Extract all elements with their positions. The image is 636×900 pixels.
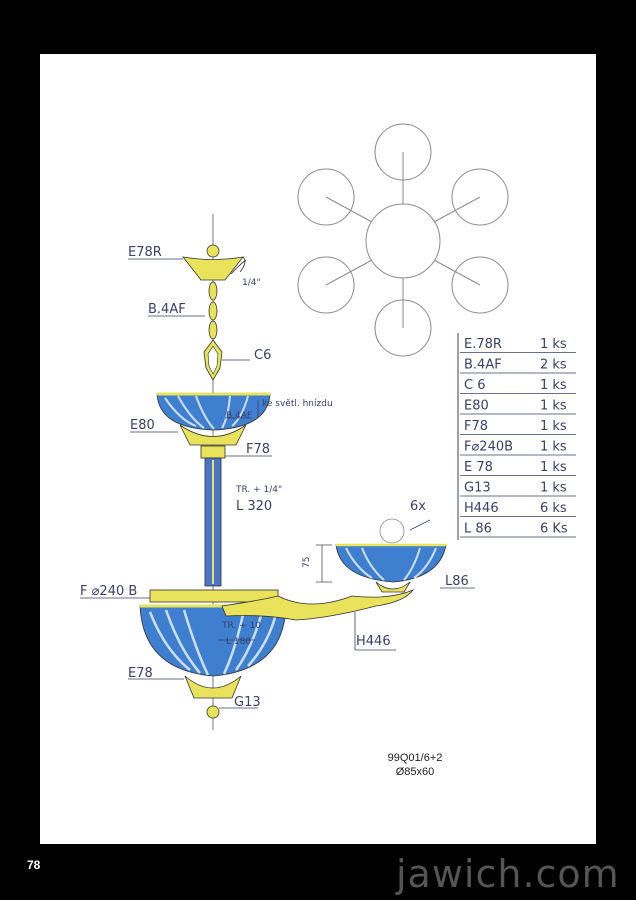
label-g13: G13 (234, 695, 261, 710)
collar-f78 (201, 446, 225, 458)
chain-link-3 (209, 321, 217, 339)
label-e80: E80 (130, 418, 155, 433)
page-number: 78 (27, 858, 41, 872)
canopy-e78r (183, 257, 243, 280)
top-view-diagram (298, 124, 508, 356)
chain-link-2 (209, 302, 217, 320)
part-code: F⌀240B (464, 439, 514, 455)
parts-row (460, 501, 576, 517)
part-quantity: 1 ks (540, 419, 567, 434)
label-l320: L 320 (236, 499, 273, 514)
label-f78: F78 (246, 442, 271, 457)
part-code: L 86 (464, 521, 492, 537)
parts-row (460, 337, 576, 353)
label-c6: C6 (254, 348, 272, 363)
chandelier-side-view (80, 214, 475, 730)
model-number: 99Q01/6+2 (387, 752, 443, 764)
label-l86: L86 (445, 574, 469, 589)
top-finial (207, 245, 219, 257)
parts-row (460, 378, 576, 394)
label-6x: 6x (410, 499, 426, 514)
parts-row (460, 440, 576, 456)
parts-row (460, 419, 576, 435)
parts-row (460, 399, 576, 415)
part-code: F78 (464, 419, 489, 434)
parts-rows (460, 337, 576, 537)
label-f240b: F ⌀240 B (80, 584, 138, 599)
part-quantity: 1 ks (540, 337, 567, 352)
part-code: E 78 (464, 460, 493, 475)
part-quantity: 6 Ks (540, 521, 568, 537)
part-quantity: 6 ks (540, 501, 567, 516)
part-quantity: 1 ks (540, 439, 567, 455)
label-e78r: E78R (128, 245, 162, 260)
label-tr-top: TR. + 1/4" (236, 485, 283, 495)
label-e78: E78 (128, 666, 153, 681)
part-code: B.4AF (464, 357, 502, 373)
watermark: jawich.com (396, 852, 620, 896)
arm-cup-holder (376, 582, 410, 592)
arm-bulb-outline (380, 519, 404, 543)
part-code: G13 (464, 480, 491, 496)
arm-glass-cup (336, 545, 446, 582)
label-note: ke světl. hnízdu (262, 399, 333, 409)
part-quantity: 1 ks (540, 480, 567, 496)
part-code: H446 (464, 501, 499, 516)
label-thread: 1/4" (242, 278, 261, 288)
parts-row (460, 481, 576, 497)
label-dim-75: 75 (302, 556, 312, 568)
part-code: E80 (464, 398, 489, 414)
part-code: C 6 (464, 378, 486, 393)
upper-glass-bowl (157, 394, 270, 430)
bottom-finial-g13 (207, 706, 219, 718)
part-quantity: 2 ks (540, 357, 567, 373)
label-l180: L 180 (226, 637, 252, 647)
part-code: E.78R (464, 337, 502, 352)
parts-list-table (458, 333, 576, 540)
chain-link-1 (209, 282, 217, 300)
parts-row (460, 358, 576, 374)
part-quantity: 1 ks (540, 378, 567, 393)
part-quantity: 1 ks (540, 398, 567, 414)
parts-row (460, 460, 576, 476)
label-h446: H446 (356, 634, 391, 649)
part-quantity: 1 ks (540, 460, 567, 475)
parts-row (460, 522, 576, 538)
label-b4af-top: B.4AF (148, 302, 186, 317)
label-b4af-mid: B.4AF (226, 411, 253, 421)
model-size: Ø85x60 (395, 766, 435, 778)
label-tr-low: TR. + 10 (222, 621, 262, 631)
